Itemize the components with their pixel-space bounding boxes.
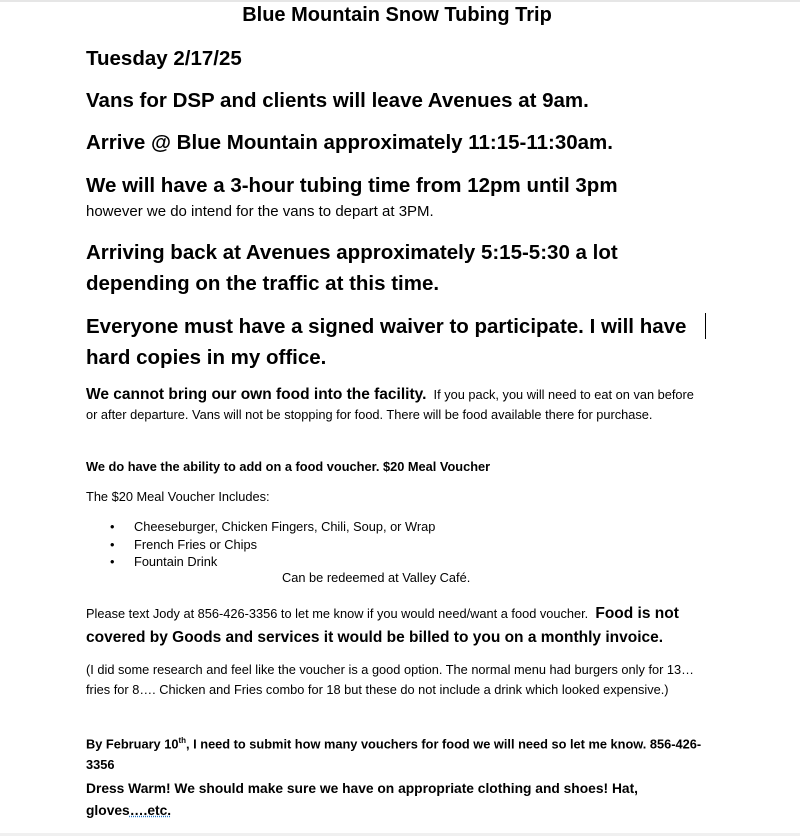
dress-etc: ….etc.: [129, 803, 172, 818]
list-item: • French Fries or Chips: [110, 536, 435, 554]
return-info-line2: depending on the traffic at this time.: [86, 272, 440, 295]
redeem-note: Can be redeemed at Valley Café.: [282, 570, 471, 585]
food-policy-bold: We cannot bring our own food into the facility.: [86, 386, 427, 403]
food-policy-text: If you pack, you will need to eat on van before or after departure. Vans will not be stopping for food. There will be food available there for purchase.: [86, 387, 694, 422]
list-item: • Fountain Drink: [110, 553, 435, 571]
research-note: (I did some research and feel like the voucher is a good option. The normal menu had burgers only for 13… fries for 8…. Chicken and Fries combo for 18 but these do not include a drink which looked expensive.): [86, 662, 694, 697]
text-cursor: [705, 313, 706, 339]
arrival-info: Arrive @ Blue Mountain approximately 11:15-11:30am.: [86, 131, 613, 154]
food-policy: [86, 385, 706, 425]
tubing-note: however we do intend for the vans to depart at 3PM.: [86, 203, 434, 220]
deadline-pre: By February 10: [86, 736, 179, 752]
deadline-note: [86, 730, 706, 775]
menu-list: [110, 518, 435, 571]
departure-info: Vans for DSP and clients will leave Avenues at 9am.: [86, 89, 589, 112]
tubing-time: We will have a 3-hour tubing time from 12pm until 3pm: [86, 174, 618, 197]
deadline-post: , I need to submit how many vouchers for food we will need so let me know. 856-426-3356: [86, 736, 702, 773]
dress-note: [86, 778, 686, 822]
trip-date: Tuesday 2/17/25: [86, 47, 242, 70]
voucher-line: We do have the ability to add on a food voucher. $20 Meal Voucher: [86, 459, 491, 474]
not-covered-text: Food is not covered by Goods and services it would be billed to you on a monthly invoice.: [86, 605, 679, 646]
waiver-line2: hard copies in my office.: [86, 346, 327, 369]
top-border: [0, 0, 800, 2]
text-jody: [86, 602, 716, 650]
return-info-line1: Arriving back at Avenues approximately 5:15-5:30 a lot: [86, 241, 618, 264]
waiver-line1: Everyone must have a signed waiver to participate. I will have: [86, 315, 687, 338]
dress-text: Dress Warm! We should make sure we have on appropriate clothing and shoes! Hat, gloves: [86, 781, 639, 818]
list-item: • Cheeseburger, Chicken Fingers, Chili, Soup, or Wrap: [110, 518, 435, 536]
text-jody-text: Please text Jody at 856-426-3356 to let me know if you would need/want a food voucher.: [86, 606, 589, 621]
document-title: Blue Mountain Snow Tubing Trip: [242, 4, 552, 26]
voucher-includes: The $20 Meal Voucher Includes:: [86, 489, 270, 504]
deadline-sup: th: [178, 736, 187, 745]
